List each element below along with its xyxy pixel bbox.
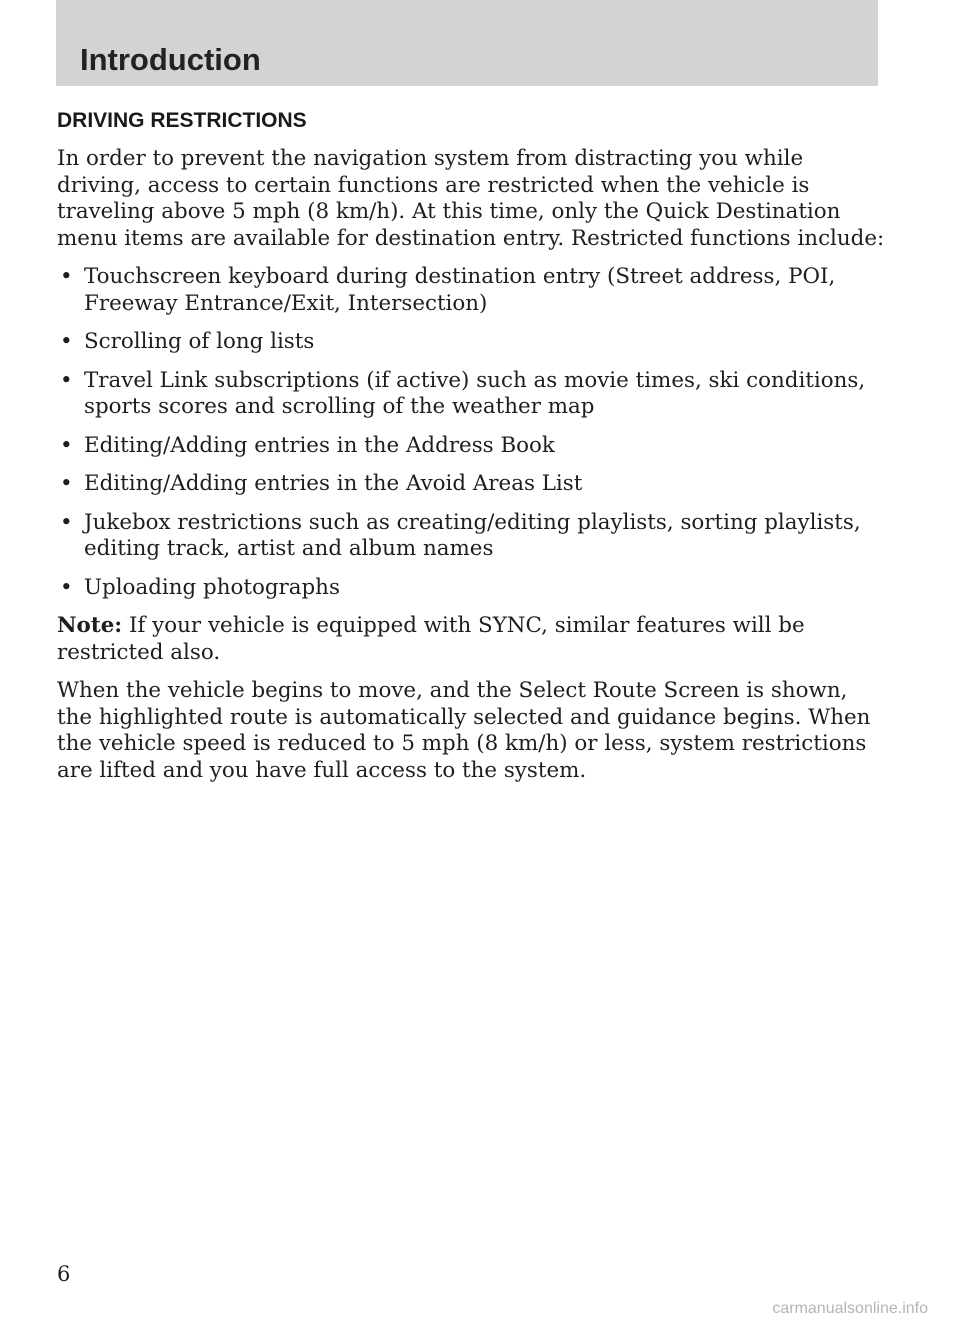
bullet-icon: • bbox=[60, 432, 73, 458]
bullet-icon: • bbox=[60, 329, 73, 354]
list-item bbox=[57, 575, 887, 602]
list-item bbox=[57, 368, 887, 421]
section-heading: DRIVING RESTRICTIONS bbox=[57, 109, 307, 132]
page-number: 6 bbox=[57, 1262, 71, 1286]
list-item-text: Scrolling of long lists bbox=[84, 329, 315, 354]
list-item-text: Jukebox restrictions such as creating/editing playlists, sorting playlists, editing track, artist and album names bbox=[84, 509, 861, 561]
list-item bbox=[57, 510, 887, 563]
list-item-text: Editing/Adding entries in the Address Book bbox=[84, 432, 555, 458]
intro-paragraph: In order to prevent the navigation system from distracting you while driving, access to certain functions are restricted when the vehicle is traveling above 5 mph (8 km/h). At this time, only the Quick Destination menu items are available for destination entry. Restricted functions include: bbox=[57, 146, 885, 251]
note-label: Note: bbox=[57, 613, 123, 638]
list-item bbox=[57, 433, 887, 460]
bullet-icon: • bbox=[60, 367, 73, 393]
bullet-icon: • bbox=[60, 574, 73, 600]
list-item-text: Travel Link subscriptions (if active) such as movie times, ski conditions, sports scores and scrolling of the weather map bbox=[84, 367, 866, 419]
note-text: If your vehicle is equipped with SYNC, similar features will be restricted also. bbox=[57, 613, 805, 665]
list-item bbox=[57, 329, 887, 356]
closing-paragraph: When the vehicle begins to move, and the Select Route Screen is shown, the highlighted route is automatically selected and guidance begins. When the vehicle speed is reduced to 5 mph (8 km/h) or less, system restrictions are lifted and you have full access to the system. bbox=[57, 678, 871, 783]
note-paragraph bbox=[57, 613, 887, 666]
list-item bbox=[57, 471, 887, 498]
list-item-text: Editing/Adding entries in the Avoid Areas List bbox=[84, 471, 583, 496]
bullet-icon: • bbox=[60, 264, 73, 289]
list-item-text: Uploading photographs bbox=[84, 574, 340, 600]
page-content bbox=[57, 108, 887, 796]
bullet-icon: • bbox=[60, 471, 73, 496]
restricted-functions-list bbox=[57, 264, 887, 601]
list-item-text: Touchscreen keyboard during destination entry (Street address, POI, Freeway Entrance/Exit, Intersection) bbox=[84, 264, 836, 316]
list-item bbox=[57, 264, 887, 317]
header-band bbox=[56, 0, 878, 86]
bullet-icon: • bbox=[60, 509, 73, 535]
watermark: carmanualsonline.info bbox=[772, 1300, 928, 1317]
page-title: Introduction bbox=[80, 42, 261, 77]
